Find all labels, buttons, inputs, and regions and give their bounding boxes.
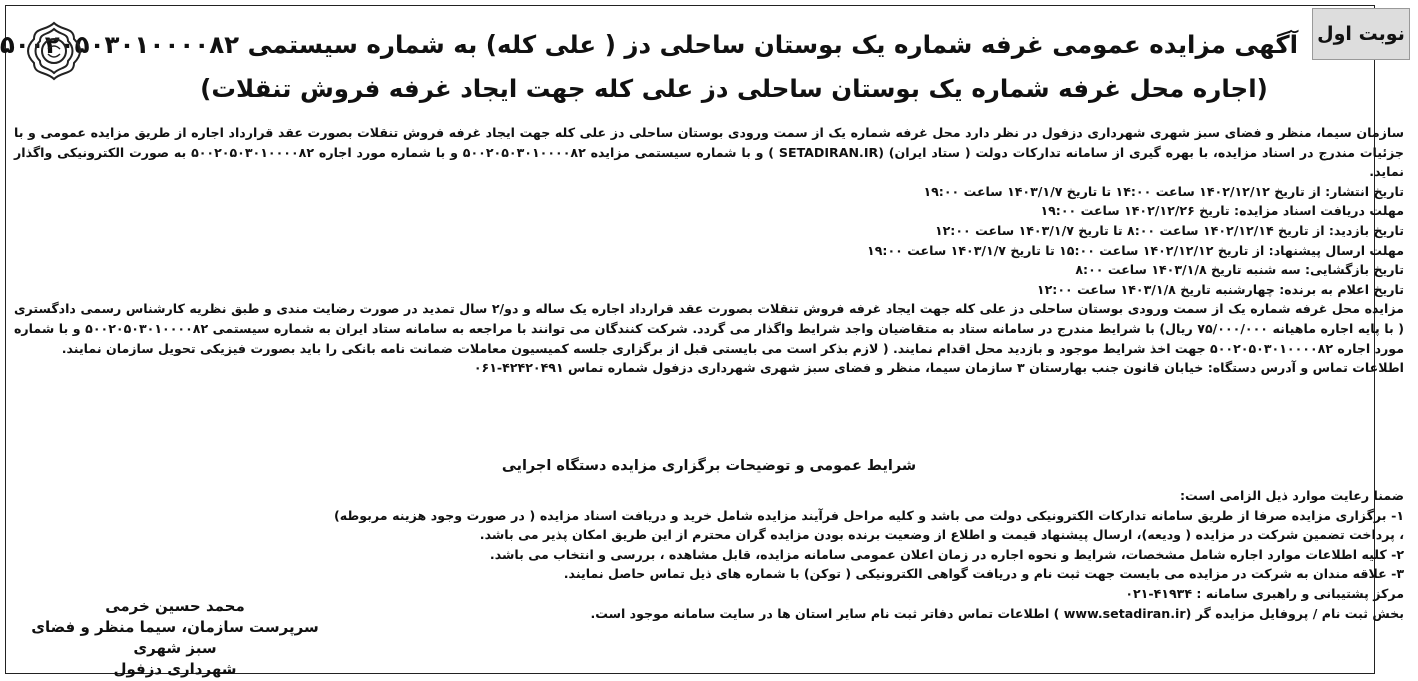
condition-item: بخش ثبت نام / پروفایل مزایده گر (www.setadiran.ir ) اطلاعات تماس دفاتر ثبت نام سایر استان ها در سایت سامانه موجود است. xyxy=(590,605,1404,621)
notice-body xyxy=(14,123,1404,378)
municipality-emblem-icon xyxy=(22,19,86,83)
conditions-list xyxy=(334,486,1404,623)
round-badge: نوبت اول xyxy=(1312,8,1410,60)
description-paragraph: مزایده محل غرفه شماره یک از سمت ورودی بوستان ساحلی دز علی کله جهت ایجاد غرفه فروش تنقلات بصورت عقد قرارداد اجاره یک ساله و دو/۲ سال تمدید در صورت رضایت مندی و طبق نظریه کارشناس رسمی دادگستری ( با پایه اجاره ماهیانه ۷۵/۰۰۰/۰۰۰ ریال) با شرایط مندرج در سامانه ستاد به متقاضیان واجد شرایط واگذار می گردد. شرکت کنندگان می توانند با مراجعه به سامانه ستاد ایران به شماره سیستمی ۵۰۰۲۰۵۰۳۰۱۰۰۰۰۸۲ و با شماره مورد اجاره ۵۰۰۲۰۵۰۳۰۱۰۰۰۰۸۲ جهت اخذ شرایط موجود و بازدید محل اقدام نمایند. ( لازم بذکر است می بایستی قبل از برگزاری جلسه کمیسیون معاملات ضمانت نامه بانکی را باید بصورت فیزیکی تحویل سازمان نمایند. xyxy=(14,301,1404,356)
condition-item: مرکز پشتیبانی و راهبری سامانه : ۴۱۹۳۴-۰۲۱ xyxy=(1125,585,1404,601)
signer-org: شهرداری دزفول xyxy=(113,660,237,678)
date-line: تاریخ بازگشایی: سه شنبه تاریخ ۱۴۰۳/۱/۸ ساعت ۸:۰۰ xyxy=(1075,262,1404,278)
date-line: تاریخ انتشار: از تاریخ ۱۴۰۲/۱۲/۱۲ ساعت ۱۴:۰۰ تا تاریخ ۱۴۰۳/۱/۷ ساعت ۱۹:۰۰ xyxy=(923,183,1404,199)
notice-title: آگهی مزایده عمومی غرفه شماره یک بوستان ساحلی دز ( علی کله) به شماره سیستمی ۵۰۰۲۰۵۰۳۰۱۰۰۰۰۸۲ xyxy=(0,30,1298,59)
contact-line: اطلاعات تماس و آدرس دستگاه: خیابان قانون جنب بهارستان ۳ سازمان سیما، منظر و فضای سبز شهری شهرداری دزفول شماره تماس ۴۲۴۲۰۴۹۱-۰۶۱ xyxy=(473,360,1404,376)
notice-subtitle: (اجاره محل غرفه شماره یک بوستان ساحلی دز علی کله جهت ایجاد غرفه فروش تنقلات) xyxy=(200,74,1268,103)
signer-title: سرپرست سازمان، سیما منظر و فضای سبز شهری xyxy=(31,618,319,657)
condition-item: ۱- برگزاری مزایده صرفا از طریق سامانه تدارکات الکترونیکی دولت می باشد و کلیه مراحل فرآیند مزایده شامل خرید و دریافت اسناد مزایده ( در صورت وجود هزینه مربوطه) ، پرداخت تضمین شرکت در مزایده ( ودیعه)، ارسال پیشنهاد قیمت و اطلاع از وضعیت برنده بودن مزایده گران محترم از این طریق امکان پذیر می باشد. xyxy=(334,507,1404,543)
date-line: مهلت دریافت اسناد مزایده: تاریخ ۱۴۰۲/۱۲/۲۶ ساعت ۱۹:۰۰ xyxy=(1040,203,1404,219)
date-line: تاریخ بازدید: از تاریخ ۱۴۰۲/۱۲/۱۴ ساعت ۸:۰۰ تا تاریخ ۱۴۰۳/۱/۷ ساعت ۱۲:۰۰ xyxy=(934,222,1404,238)
signer-name: محمد حسین خرمی xyxy=(105,597,245,615)
signature-block xyxy=(30,596,320,680)
condition-item: ۳- علاقه مندان به شرکت در مزایده می بایست جهت ثبت نام و دریافت گواهی الکترونیکی ( توکن) با شماره های ذیل تماس حاصل نمایند. xyxy=(563,566,1404,582)
date-line: مهلت ارسال پیشنهاد: از تاریخ ۱۴۰۲/۱۲/۱۲ ساعت ۱۵:۰۰ تا تاریخ ۱۴۰۳/۱/۷ ساعت ۱۹:۰۰ xyxy=(867,242,1404,258)
date-line: تاریخ اعلام به برنده: چهارشنبه تاریخ ۱۴۰۳/۱/۸ ساعت ۱۲:۰۰ xyxy=(1036,281,1404,297)
intro-paragraph: سازمان سیما، منظر و فضای سبز شهری شهرداری دزفول در نظر دارد محل غرفه شماره یک از سمت ورودی بوستان ساحلی دز علی کله جهت ایجاد غرفه فروش تنقلات بصورت عقد قرارداد اجاره از طریق مزایده عمومی و با جزئیات مندرج در اسناد مزایده، با بهره گیری از سامانه تدارکات دولت ( ستاد ایران) (SETADIRAN.IR ) و با شماره سیستمی مزایده ۵۰۰۲۰۵۰۳۰۱۰۰۰۰۸۲ و با شماره مورد اجاره ۵۰۰۲۰۵۰۳۰۱۰۰۰۰۸۲ به صورت الکترونیکی واگذار نماید. xyxy=(14,125,1404,180)
condition-item: ضمنا رعایت موارد ذیل الزامی است: xyxy=(1179,488,1404,503)
section-title: شرایط عمومی و توضیحات برگزاری مزایده دستگاه اجرایی xyxy=(501,458,917,474)
condition-item: ۲- کلیه اطلاعات موارد اجاره شامل مشخصات، شرایط و نحوه اجاره در زمان اعلان عمومی سامانه مزایده، قابل مشاهده ، بررسی و انتخاب می باشد. xyxy=(489,546,1404,562)
